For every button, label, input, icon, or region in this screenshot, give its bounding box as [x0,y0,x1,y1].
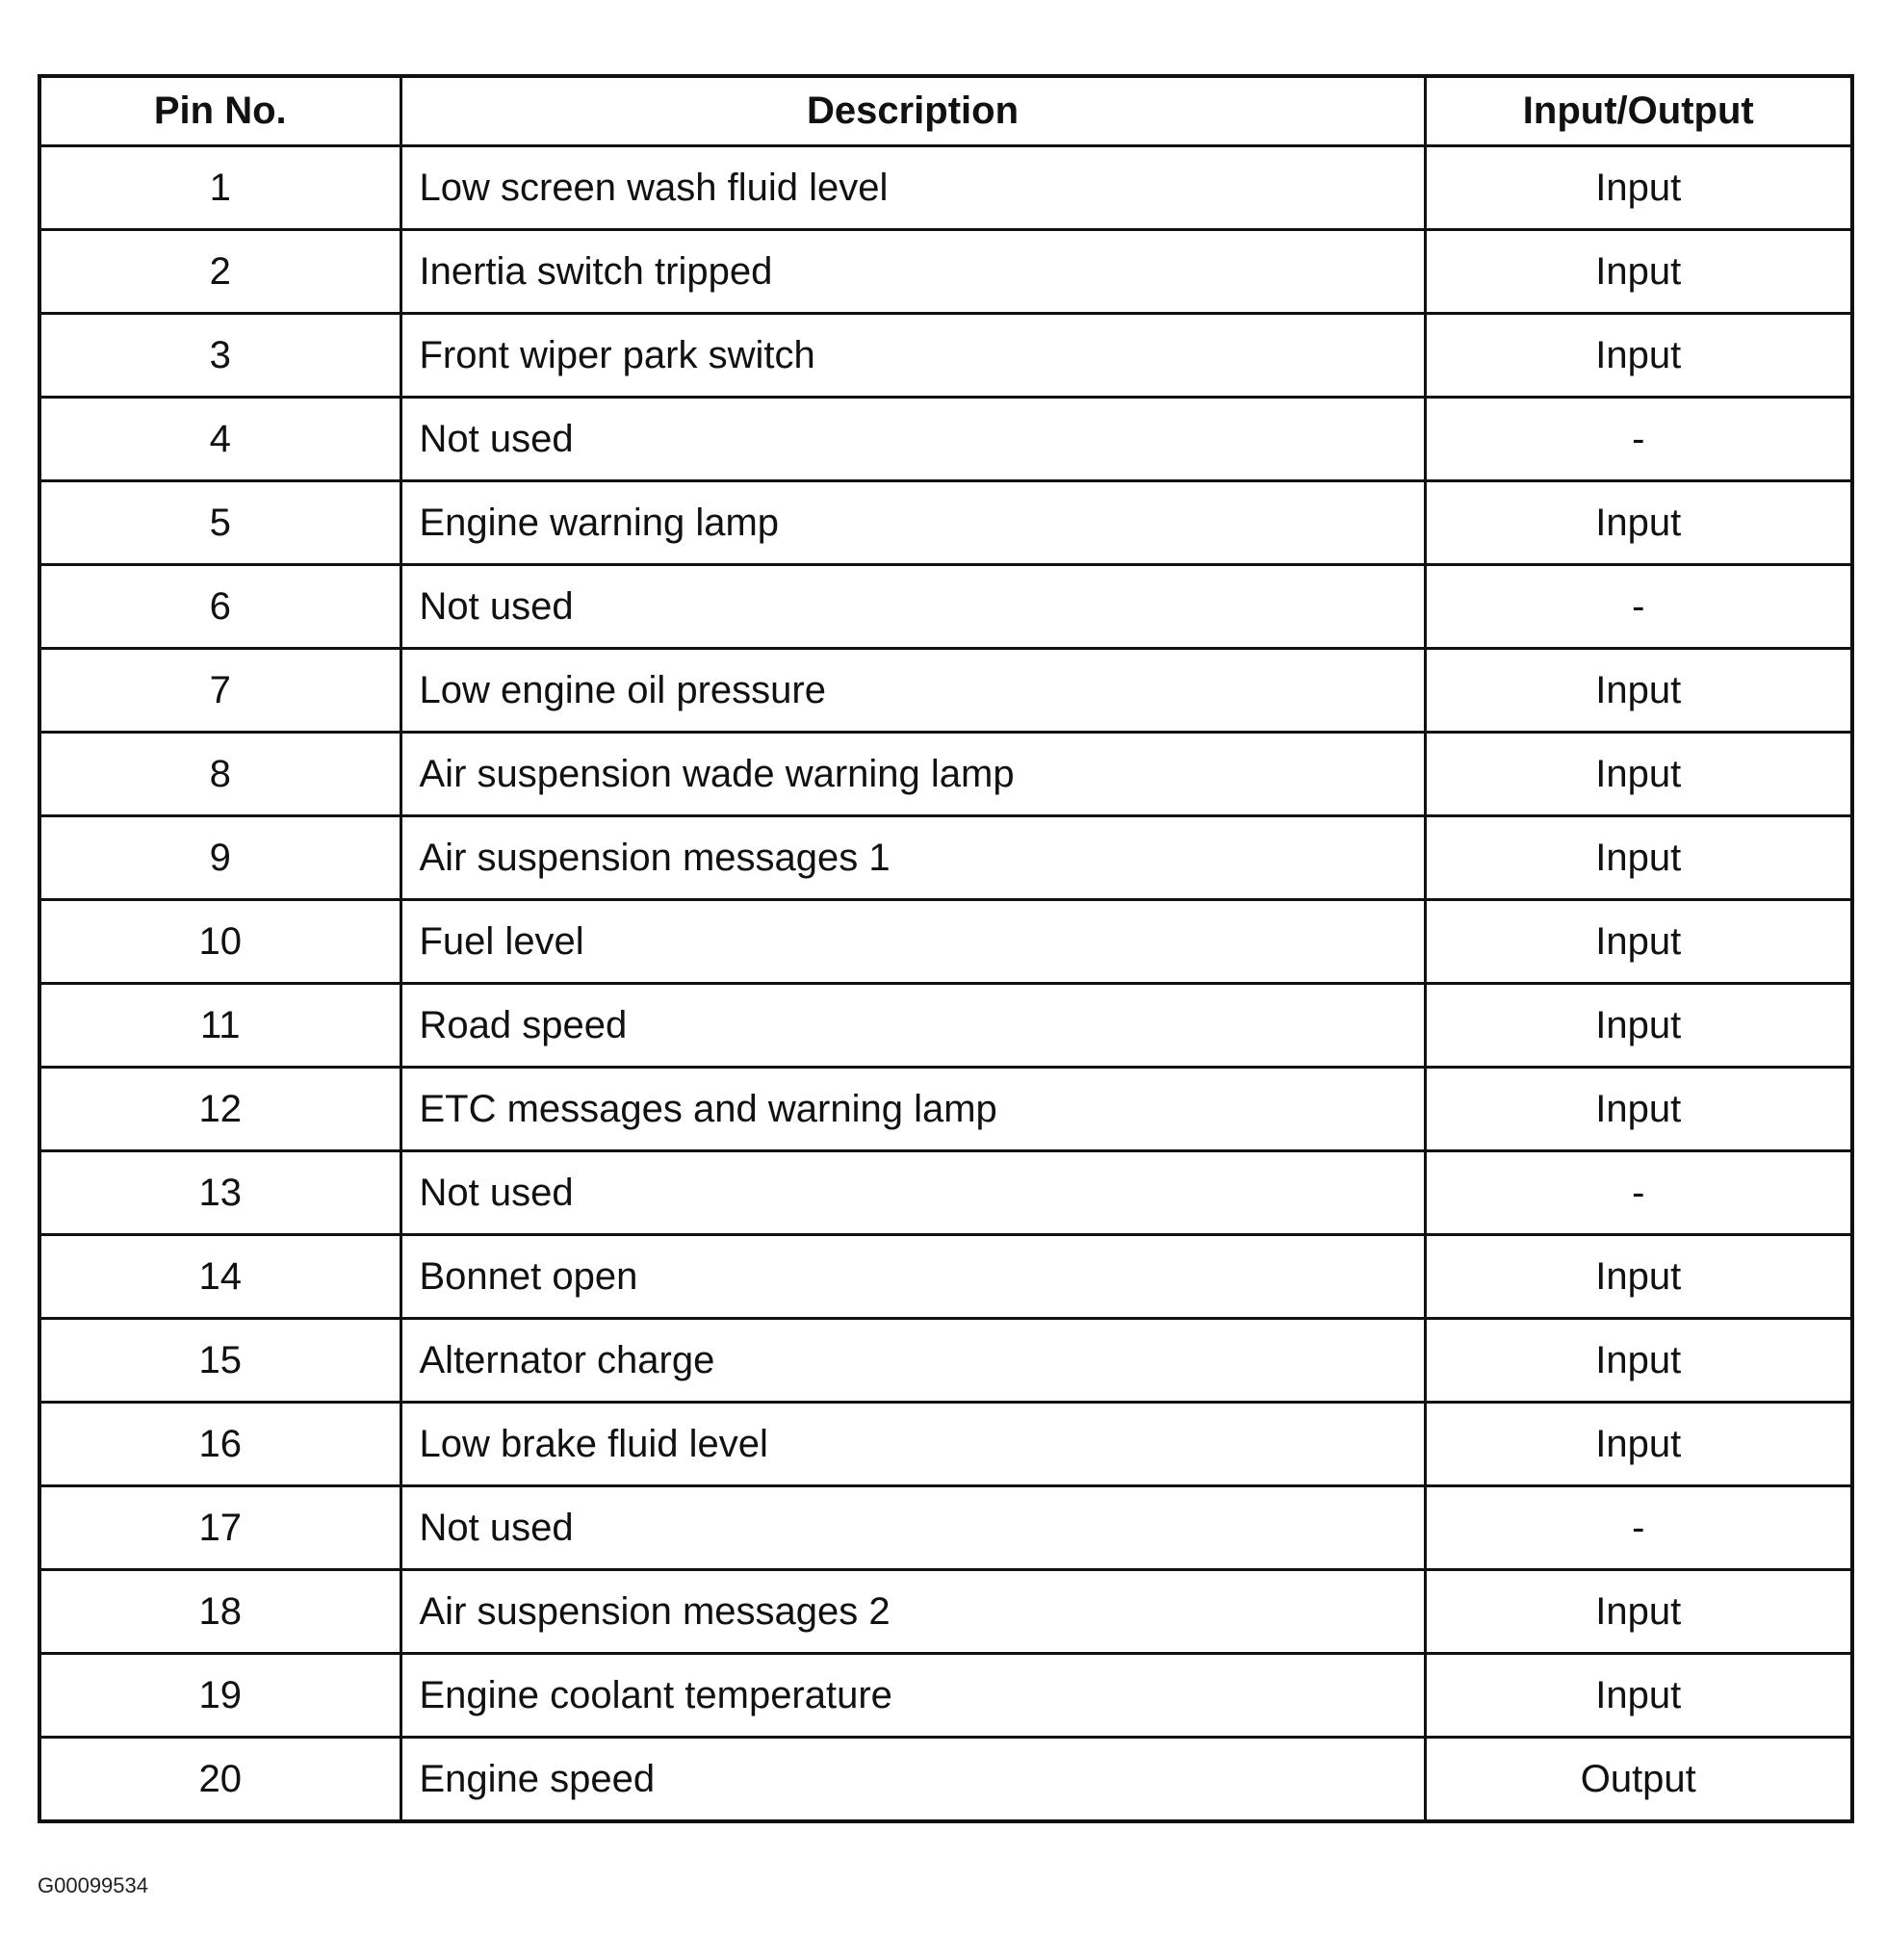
description-cell: Low brake fluid level [400,1403,1425,1486]
table-row [39,984,1852,1068]
description-cell: ETC messages and warning lamp [400,1068,1425,1151]
pin-number-cell: 9 [39,816,400,900]
pin-description-table [38,74,1854,1823]
description-cell: Low screen wash fluid level [400,146,1425,230]
figure-id: G00099534 [38,1873,148,1897]
input-output-cell: Input [1425,1319,1852,1403]
pin-number-cell: 10 [39,900,400,984]
table-row [39,398,1852,481]
description-cell: Air suspension messages 2 [400,1570,1425,1654]
pin-number-cell: 15 [39,1319,400,1403]
input-output-cell: Input [1425,146,1852,230]
pin-number-cell: 1 [39,146,400,230]
input-output-cell: - [1425,1151,1852,1235]
table-row [39,314,1852,398]
pin-number-cell: 8 [39,733,400,816]
pin-number-cell: 13 [39,1151,400,1235]
table-row [39,146,1852,230]
description-cell: Bonnet open [400,1235,1425,1319]
description-cell: Air suspension messages 1 [400,816,1425,900]
pin-number-cell: 6 [39,565,400,649]
table-row [39,1654,1852,1738]
pin-number-cell: 19 [39,1654,400,1738]
input-output-cell: Input [1425,649,1852,733]
description-cell: Not used [400,1486,1425,1570]
table-row [39,481,1852,565]
description-cell: Fuel level [400,900,1425,984]
pin-number-cell: 11 [39,984,400,1068]
header-row [39,76,1852,146]
description-cell: Not used [400,1151,1425,1235]
input-output-cell: Input [1425,1654,1852,1738]
table-row [39,900,1852,984]
input-output-cell: Input [1425,314,1852,398]
input-output-cell: Input [1425,1570,1852,1654]
header-input-output: Input/Output [1425,76,1852,146]
pin-number-cell: 20 [39,1738,400,1822]
input-output-cell: Input [1425,1403,1852,1486]
header-description: Description [400,76,1425,146]
table-row [39,1486,1852,1570]
table-row [39,230,1852,314]
pin-number-cell: 16 [39,1403,400,1486]
input-output-cell: Input [1425,816,1852,900]
table-header [39,76,1852,146]
pin-number-cell: 14 [39,1235,400,1319]
input-output-cell: Input [1425,1068,1852,1151]
input-output-cell: Input [1425,481,1852,565]
description-cell: Air suspension wade warning lamp [400,733,1425,816]
input-output-cell: Input [1425,900,1852,984]
input-output-cell: Input [1425,230,1852,314]
description-cell: Engine coolant temperature [400,1654,1425,1738]
description-cell: Front wiper park switch [400,314,1425,398]
description-cell: Inertia switch tripped [400,230,1425,314]
pin-number-cell: 18 [39,1570,400,1654]
table-row [39,1151,1852,1235]
table-row [39,1738,1852,1822]
table-row [39,649,1852,733]
table-row [39,565,1852,649]
input-output-cell: - [1425,1486,1852,1570]
pin-number-cell: 7 [39,649,400,733]
description-cell: Alternator charge [400,1319,1425,1403]
pin-number-cell: 17 [39,1486,400,1570]
description-cell: Engine speed [400,1738,1425,1822]
pin-number-cell: 2 [39,230,400,314]
table-row [39,1403,1852,1486]
input-output-cell: - [1425,565,1852,649]
table-body [39,146,1852,1822]
header-pin-no: Pin No. [39,76,400,146]
description-cell: Engine warning lamp [400,481,1425,565]
table-row [39,816,1852,900]
input-output-cell: Input [1425,733,1852,816]
table-row [39,1570,1852,1654]
pin-number-cell: 4 [39,398,400,481]
table-row [39,733,1852,816]
table-row [39,1235,1852,1319]
input-output-cell: Input [1425,1235,1852,1319]
pin-number-cell: 3 [39,314,400,398]
input-output-cell: - [1425,398,1852,481]
pin-number-cell: 12 [39,1068,400,1151]
description-cell: Not used [400,565,1425,649]
pin-number-cell: 5 [39,481,400,565]
description-cell: Low engine oil pressure [400,649,1425,733]
input-output-cell: Input [1425,984,1852,1068]
input-output-cell: Output [1425,1738,1852,1822]
description-cell: Not used [400,398,1425,481]
description-cell: Road speed [400,984,1425,1068]
table-row [39,1319,1852,1403]
table-row [39,1068,1852,1151]
